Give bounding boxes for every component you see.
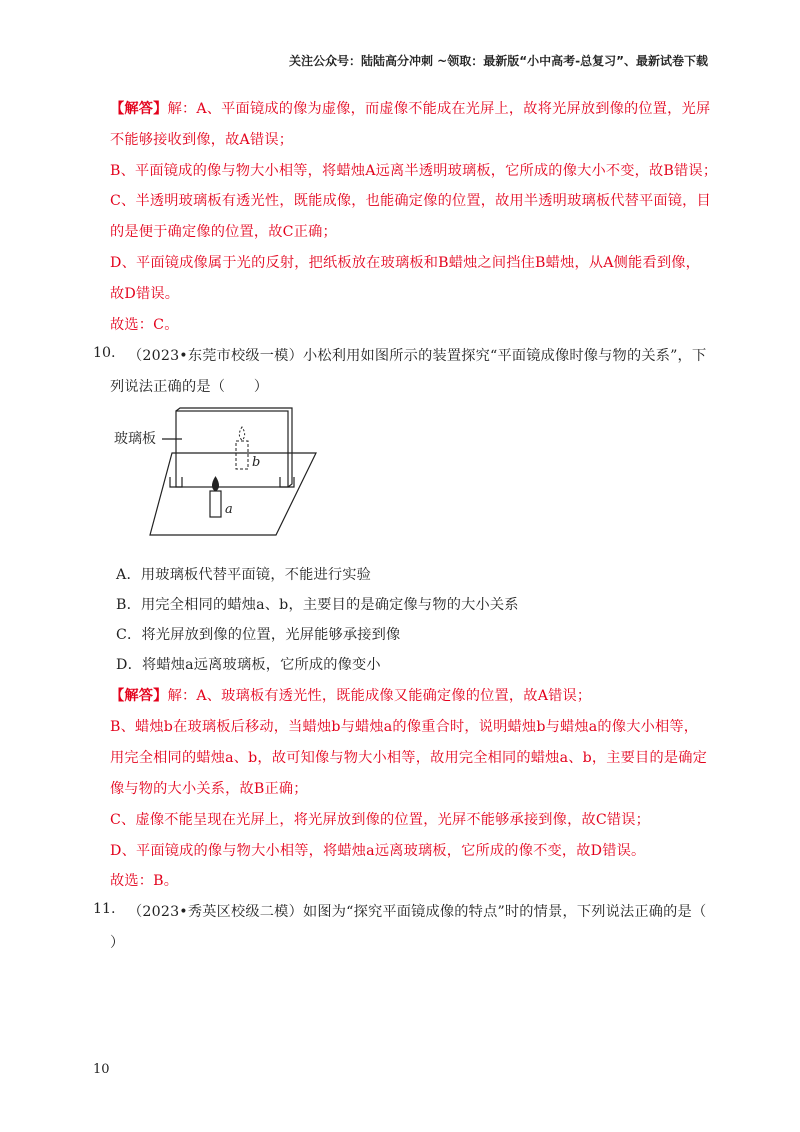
apparatus-svg [112,405,326,540]
q11-stem-line-2: ） [110,935,125,951]
q10-option-d: D．将蜡烛a远离玻璃板，它所成的像变小 [116,657,381,673]
q9-answer-tag: 【解答】 [110,101,168,117]
candle-a-body [210,491,221,517]
q10-answer-line-1 [110,685,591,705]
q9-conclusion: 故选：C。 [110,317,179,333]
q10-option-a: A．用玻璃板代替平面镜，不能进行实验 [116,567,372,583]
q9-answer-text-1: 解：A、平面镜成的像为虚像，而虚像不能成在光屏上，故将光屏放到像的位置，光屏 [167,101,711,117]
q10-answer-line-3: 用完全相同的蜡烛a、b，故可知像与物大小相等，故用完全相同的蜡烛a、b，主要目的是确定 [110,750,707,766]
q10-answer-line-4: 像与物的大小关系，故B正确； [110,781,308,797]
q9-answer-line-7: 故D错误。 [110,286,180,302]
candle-b-body [236,441,248,469]
plane-mirror-apparatus-figure [112,405,326,540]
glass-plate-edge [176,408,292,487]
q10-option-b: B．用完全相同的蜡烛a、b，主要目的是确定像与物的大小关系 [116,597,519,613]
page-number: 10 [93,1062,110,1077]
candle-b-flame-icon [239,427,244,440]
q11-stem-line-1: （2023•秀英区校级二模）如图为“探究平面镜成像的特点”时的情景，下列说法正确的是（ [128,904,707,920]
q10-answer-line-5: C、虚像不能呈现在光屏上，将光屏放到像的位置，光屏不能够承接到像，故C错误； [110,812,651,828]
q10-stem-line-1: （2023•东莞市校级一模）小松利用如图所示的装置探究“平面镜成像时像与物的关系”，下 [128,348,707,364]
q10-conclusion: 故选：B。 [110,873,179,889]
q9-answer-line-6: D、平面镜成像属于光的反射，把纸板放在玻璃板和B蜡烛之间挡住B蜡烛，从A侧能看到像， [110,255,701,271]
glass-plate-label: 玻璃板 [114,431,156,447]
q10-answer-line-6: D、平面镜成的像与物大小相等，将蜡烛a远离玻璃板，它所成的像不变，故D错误。 [110,843,646,859]
q10-option-c: C．将光屏放到像的位置，光屏能够承接到像 [116,627,401,643]
q9-answer-line-4: C、半透明玻璃板有透光性，既能成像，也能确定像的位置，故用半透明玻璃板代替平面镜，目 [110,193,711,209]
candle-a-label: a [225,502,233,517]
q10-stem-line-2: 列说法正确的是（ ） [110,379,269,395]
q9-answer-line-3: B、平面镜成的像与物大小相等，将蜡烛A远离半透明玻璃板，它所成的像大小不变，故B错误； [110,163,718,179]
candle-b-label: b [252,455,261,470]
candle-a-flame-icon [212,477,218,491]
q10-answer-text-1: 解：A、玻璃板有透光性，既能成像又能确定像的位置，故A错误； [167,688,592,704]
page-header: 关注公众号：陆陆高分冲刺 ~领取：最新版“小中高考-总复习”、最新试卷下载 [289,54,708,68]
q10-answer-line-2: B、蜡烛b在玻璃板后移动，当蜡烛b与蜡烛a的像重合时，说明蜡烛b与蜡烛a的像大小相等， [110,719,699,735]
q9-answer-line-5: 的是便于确定像的位置，故C正确； [110,224,337,240]
q11-number: 11. [93,901,116,917]
q10-answer-tag: 【解答】 [110,688,168,704]
q9-answer-line-2: 不能够接收到像，故A错误； [110,132,294,148]
q9-answer-line-1 [110,98,710,118]
base-paper [150,453,316,535]
glass-plate-front [176,411,288,487]
q10-number: 10. [93,345,116,361]
